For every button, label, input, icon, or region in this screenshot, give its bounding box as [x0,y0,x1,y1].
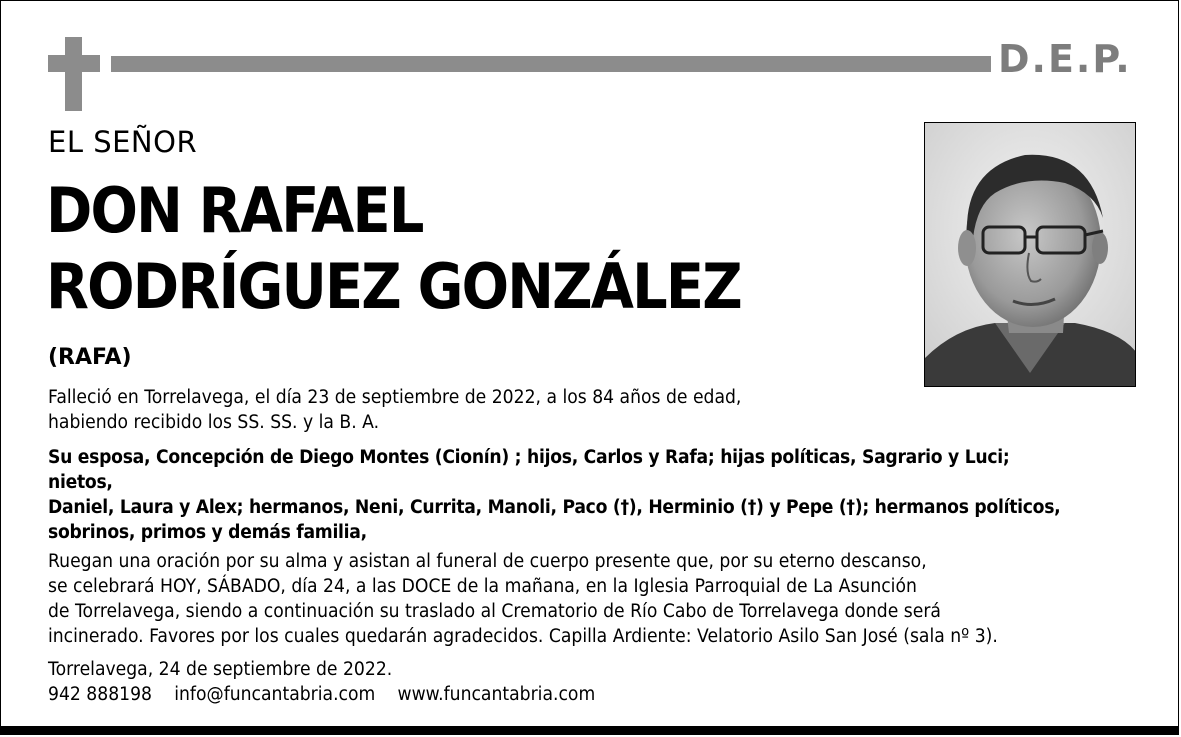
notice-body [48,385,1062,707]
name-line-1: DON RAFAEL [46,174,423,247]
bottom-rule [1,726,1178,734]
dep-heading: D.E.P. [998,37,1132,81]
funeral-line-3: de Torrelavega, siendo a continuación su traslado al Crematorio de Río Cabo de Torrelavega donde será [48,601,941,622]
contact-web[interactable]: www.funcantabria.com [397,684,596,705]
cross-icon [48,37,100,111]
family-line-1: Su esposa, Concepción de Diego Montes (Cionín) ; hijos, Carlos y Rafa; hijas políticas, Sagrario y Luci; nietos, [48,447,1010,493]
death-line-1: Falleció en Torrelavega, el día 23 de septiembre de 2022, a los 84 años de edad, [48,387,742,408]
header-rule [111,56,991,72]
death-line-2: habiendo recibido los SS. SS. y la B. A. [48,412,380,433]
family-line-3: sobrinos, primos y demás familia, [48,522,367,543]
portrait-photo [924,122,1136,387]
death-statement [48,385,1062,435]
funeral-line-2: se celebrará HOY, SÁBADO, día 24, a las DOCE de la mañana, en la Iglesia Parroquial de La Asunción [48,576,917,597]
deceased-nickname: (RAFA) [48,345,132,370]
funeral-line-4: incinerado. Favores por los cuales quedarán agradecidos. Capilla Ardiente: Velatorio Asilo San José (sala nº 3). [48,626,998,647]
contact-phone: 942 888198 [48,684,153,705]
funeral-line-1: Ruegan una oración por su alma y asistan al funeral de cuerpo presente que, por su eterno descanso, [48,551,927,572]
place-date: Torrelavega, 24 de septiembre de 2022. [48,659,393,680]
contact-email[interactable]: info@funcantabria.com [174,684,376,705]
funeral-statement [48,549,1062,649]
name-line-2: RODRÍGUEZ GONZÁLEZ [46,250,741,323]
contact-info [48,682,1062,707]
deceased-name [46,173,741,325]
family-statement [48,445,1062,545]
portrait-image [925,123,1136,387]
family-line-2: Daniel, Laura y Alex; hermanos, Neni, Currita, Manoli, Paco (†), Herminio (†) y Pepe (†); hermanos políticos, [48,497,1061,518]
deceased-title: EL SEÑOR [48,125,198,159]
